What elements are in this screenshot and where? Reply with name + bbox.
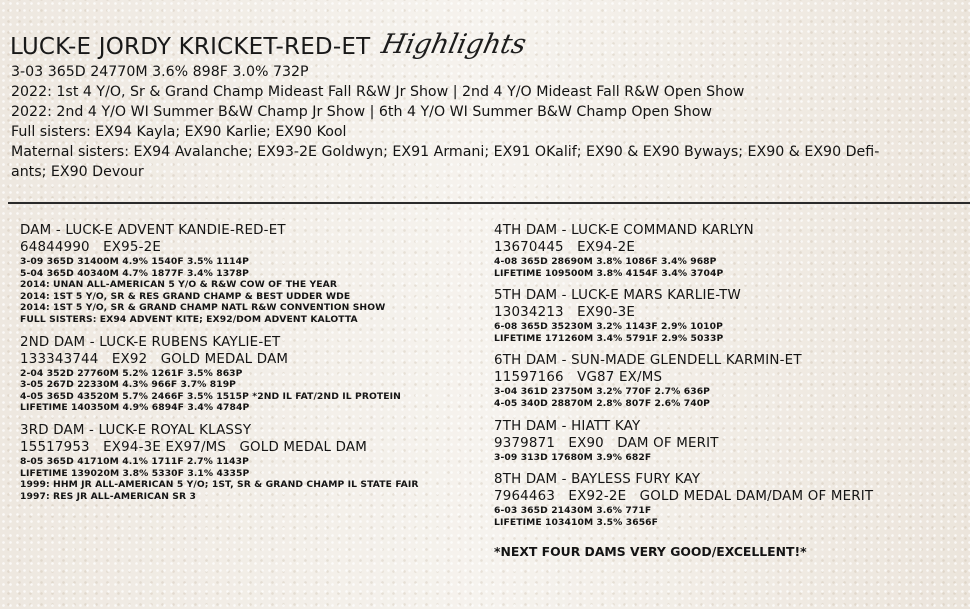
- dam-block: [494, 222, 964, 279]
- dam-registration: 13034213 EX90-3E: [494, 305, 636, 321]
- dam-registration: 11597166 VG87 EX/MS: [494, 370, 663, 386]
- dam-heading: DAM - LUCK-E ADVENT KANDIE-RED-ET: [20, 223, 286, 238]
- highlight-line: 3-03 365D 24770M 3.6% 898F 3.0% 732P: [11, 64, 309, 80]
- dam-heading: 3RD DAM - LUCK-E ROYAL KLASSY: [20, 422, 252, 438]
- dam-record: 3-09 313D 17680M 3.9% 682F: [494, 451, 652, 463]
- highlight-line: ants; EX90 Devour: [11, 164, 144, 180]
- dam-record: 3-04 361D 23750M 3.2% 770F 2.7% 636P: [494, 386, 711, 398]
- dam-block: [20, 334, 480, 414]
- highlights-list: [11, 62, 961, 182]
- cow-name-title: LUCK-E JORDY KRICKET-RED-ET: [10, 34, 371, 60]
- dam-record: 3-05 267D 22330M 4.3% 966F 3.7% 819P: [20, 379, 237, 391]
- dam-record: 1997: RES JR ALL-AMERICAN SR 3: [20, 490, 196, 502]
- dam-record: 6-03 365D 21430M 3.6% 771F: [494, 505, 652, 517]
- dam-record: 5-04 365D 40340M 4.7% 1877F 3.4% 1378P: [20, 267, 250, 279]
- dam-record: LIFETIME 109500M 3.8% 4154F 3.4% 3704P: [494, 267, 724, 279]
- dam-heading: 2ND DAM - LUCK-E RUBENS KAYLIE-ET: [20, 334, 281, 350]
- dam-registration: 13670445 EX94-2E: [494, 240, 636, 255]
- dam-heading: 6TH DAM - SUN-MADE GLENDELL KARMIN-ET: [494, 353, 802, 369]
- dam-record: LIFETIME 103410M 3.5% 3656F: [494, 516, 659, 528]
- dam-heading: 4TH DAM - LUCK-E COMMAND KARLYN: [494, 223, 754, 238]
- dam-registration: 7964463 EX92-2E GOLD MEDAL DAM/DAM OF MERIT: [494, 489, 874, 505]
- dam-record: 2014: UNAN ALL-AMERICAN 5 Y/O & R&W COW OF THE YEAR: [20, 279, 338, 291]
- dam-block: [494, 418, 964, 464]
- title-row: [10, 16, 530, 62]
- dam-record: 8-05 365D 41710M 4.1% 1711F 2.7% 1143P: [20, 455, 250, 467]
- dam-record: 2-04 352D 27760M 5.2% 1261F 3.5% 863P: [20, 367, 243, 379]
- dam-record: 2014: 1ST 5 Y/O, SR & GRAND CHAMP NATL R&W CONVENTION SHOW: [20, 302, 386, 314]
- dam-heading: 7TH DAM - HIATT KAY: [494, 418, 641, 434]
- dam-record: 4-08 365D 28690M 3.8% 1086F 3.4% 968P: [494, 256, 717, 267]
- highlights-section: [0, 0, 970, 204]
- pedigree-left-column: [20, 222, 480, 510]
- section-divider: [8, 202, 970, 204]
- highlights-script-heading: Highlights: [379, 29, 530, 60]
- dam-block: [494, 287, 964, 344]
- dam-record: 4-05 340D 28870M 2.8% 807F 2.6% 740P: [494, 397, 711, 409]
- highlight-line: 2022: 2nd 4 Y/O WI Summer B&W Champ Jr Show | 6th 4 Y/O WI Summer B&W Champ Open Show: [11, 104, 713, 120]
- dam-record: 1999: HHM JR ALL-AMERICAN 5 Y/O; 1ST, SR & GRAND CHAMP IL STATE FAIR: [20, 479, 419, 491]
- dam-record: LIFETIME 171260M 3.4% 5791F 2.9% 5033P: [494, 332, 724, 344]
- dam-block: [494, 352, 964, 409]
- dam-record: 3-09 365D 31400M 4.9% 1540F 3.5% 1114P: [20, 256, 250, 267]
- dam-record: 4-05 365D 43520M 5.7% 2466F 3.5% 1515P *2ND IL FAT/2ND IL PROTEIN: [20, 390, 401, 402]
- dam-registration: 15517953 EX94-3E EX97/MS GOLD MEDAL DAM: [20, 439, 367, 455]
- highlight-line: Full sisters: EX94 Kayla; EX90 Karlie; EX90 Kool: [11, 124, 347, 140]
- dam-block: [494, 471, 964, 528]
- dam-record: 6-08 365D 35230M 3.2% 1143F 2.9% 1010P: [494, 321, 724, 333]
- highlight-line: Maternal sisters: EX94 Avalanche; EX93-2E Goldwyn; EX91 Armani; EX91 OKalif; EX90 & EX90 Byways; EX90 & EX90 Defi-: [11, 144, 880, 160]
- dam-record: 2014: 1ST 5 Y/O, SR & RES GRAND CHAMP & BEST UDDER WDE: [20, 290, 351, 302]
- dam-registration: 9379871 EX90 DAM OF MERIT: [494, 435, 719, 451]
- dam-block: [20, 422, 480, 502]
- dam-record: LIFETIME 140350M 4.9% 6894F 3.4% 4784P: [20, 402, 250, 414]
- footer-note: *NEXT FOUR DAMS VERY GOOD/EXCELLENT!*: [494, 544, 807, 560]
- dam-registration: 64844990 EX95-2E: [20, 240, 162, 255]
- dam-registration: 133343744 EX92 GOLD MEDAL DAM: [20, 351, 289, 367]
- dam-heading: 8TH DAM - BAYLESS FURY KAY: [494, 472, 701, 488]
- dam-record: LIFETIME 139020M 3.8% 5330F 3.1% 4335P: [20, 467, 250, 479]
- dam-block: [20, 222, 480, 326]
- dam-record: FULL SISTERS: EX94 ADVENT KITE; EX92/DOM ADVENT KALOTTA: [20, 313, 358, 325]
- dam-heading: 5TH DAM - LUCK-E MARS KARLIE-TW: [494, 288, 741, 304]
- highlight-line: 2022: 1st 4 Y/O, Sr & Grand Champ Mideast Fall R&W Jr Show | 2nd 4 Y/O Mideast Fall R&W Open Show: [11, 84, 745, 100]
- pedigree-right-column: [494, 222, 964, 560]
